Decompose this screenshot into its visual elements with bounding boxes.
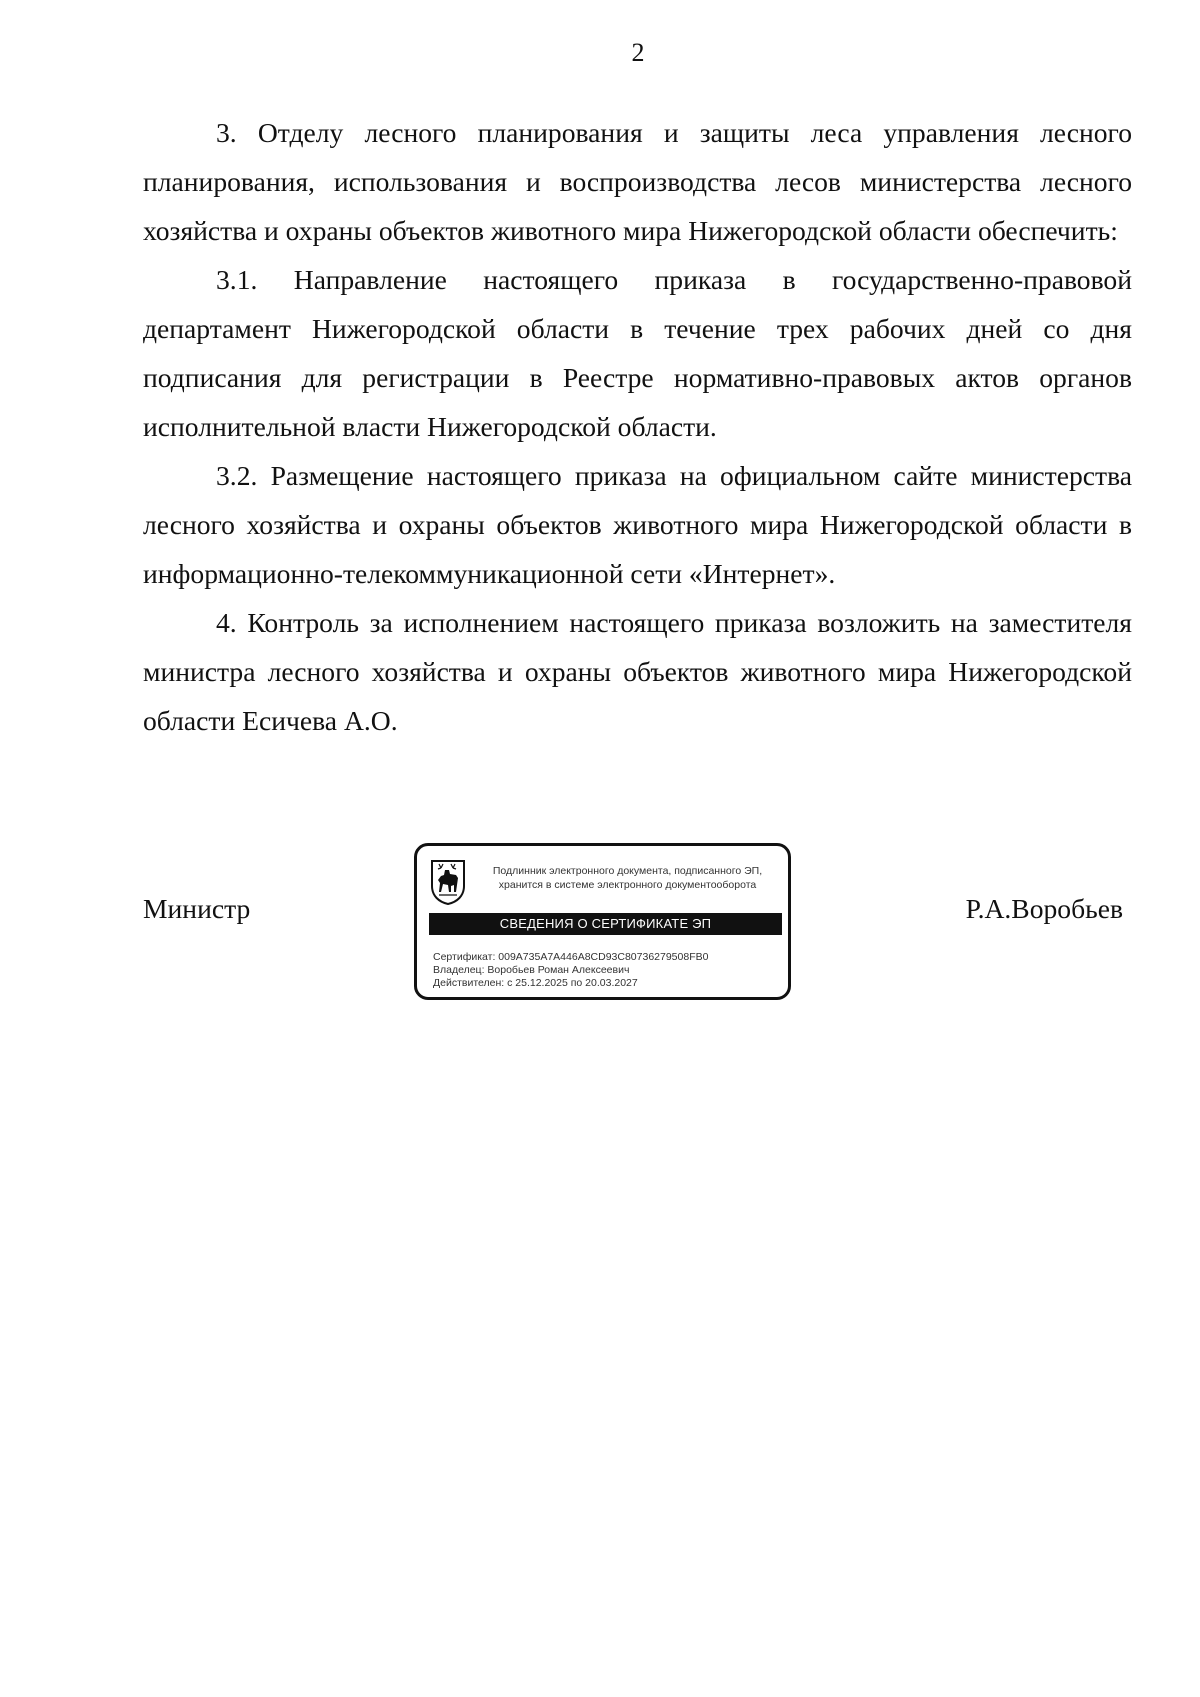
certificate-owner: Владелец: Воробьев Роман Алексеевич [433, 964, 630, 976]
certificate-number: Сертификат: 009A735A7A446A8CD93C80736279508FB0 [433, 951, 709, 963]
certificate-details [433, 951, 708, 990]
paragraph-3-1: 3.1. Направление настоящего приказа в государственно-правовой департамент Нижегородской области в течение трех рабочих дней со дня подписания для регистрации в Реестре нормативно-правовых актов органов исполнительной власти Нижегородской области. [143, 264, 1132, 442]
paragraph-3: 3. Отделу лесного планирования и защиты леса управления лесного планирования, использования и воспроизводства лесов министерства лесного хозяйства и охраны объектов животного мира Нижегородской области обеспечить: [143, 117, 1132, 246]
certificate-info-banner: СВЕДЕНИЯ О СЕРТИФИКАТЕ ЭП [429, 913, 782, 935]
paragraph-4: 4. Контроль за исполнением настоящего приказа возложить на заместителя министра лесного хозяйства и охраны объектов животного мира Нижегородской области Есичева А.О. [143, 607, 1132, 736]
paragraph-3-2: 3.2. Размещение настоящего приказа на официальном сайте министерства лесного хозяйства и охраны объектов животного мира Нижегородской области в информационно-телекоммуникационной сети «Интернет». [143, 460, 1132, 589]
signature-block [143, 843, 1123, 1003]
ep-original-notice [475, 864, 780, 892]
signatory-title: Министр [143, 893, 251, 924]
coat-of-arms-icon [429, 858, 467, 906]
signatory-name: Р.А.Воробьев [965, 893, 1123, 924]
document-body [143, 108, 1132, 745]
electronic-signature-stamp [414, 843, 791, 1000]
ep-header-line: хранится в системе электронного документооборота [498, 879, 757, 891]
page-number: 2 [631, 38, 645, 67]
ep-header-line: Подлинник электронного документа, подписанного ЭП, [492, 865, 763, 877]
certificate-validity: Действителен: с 25.12.2025 по 20.03.2027 [433, 977, 638, 989]
